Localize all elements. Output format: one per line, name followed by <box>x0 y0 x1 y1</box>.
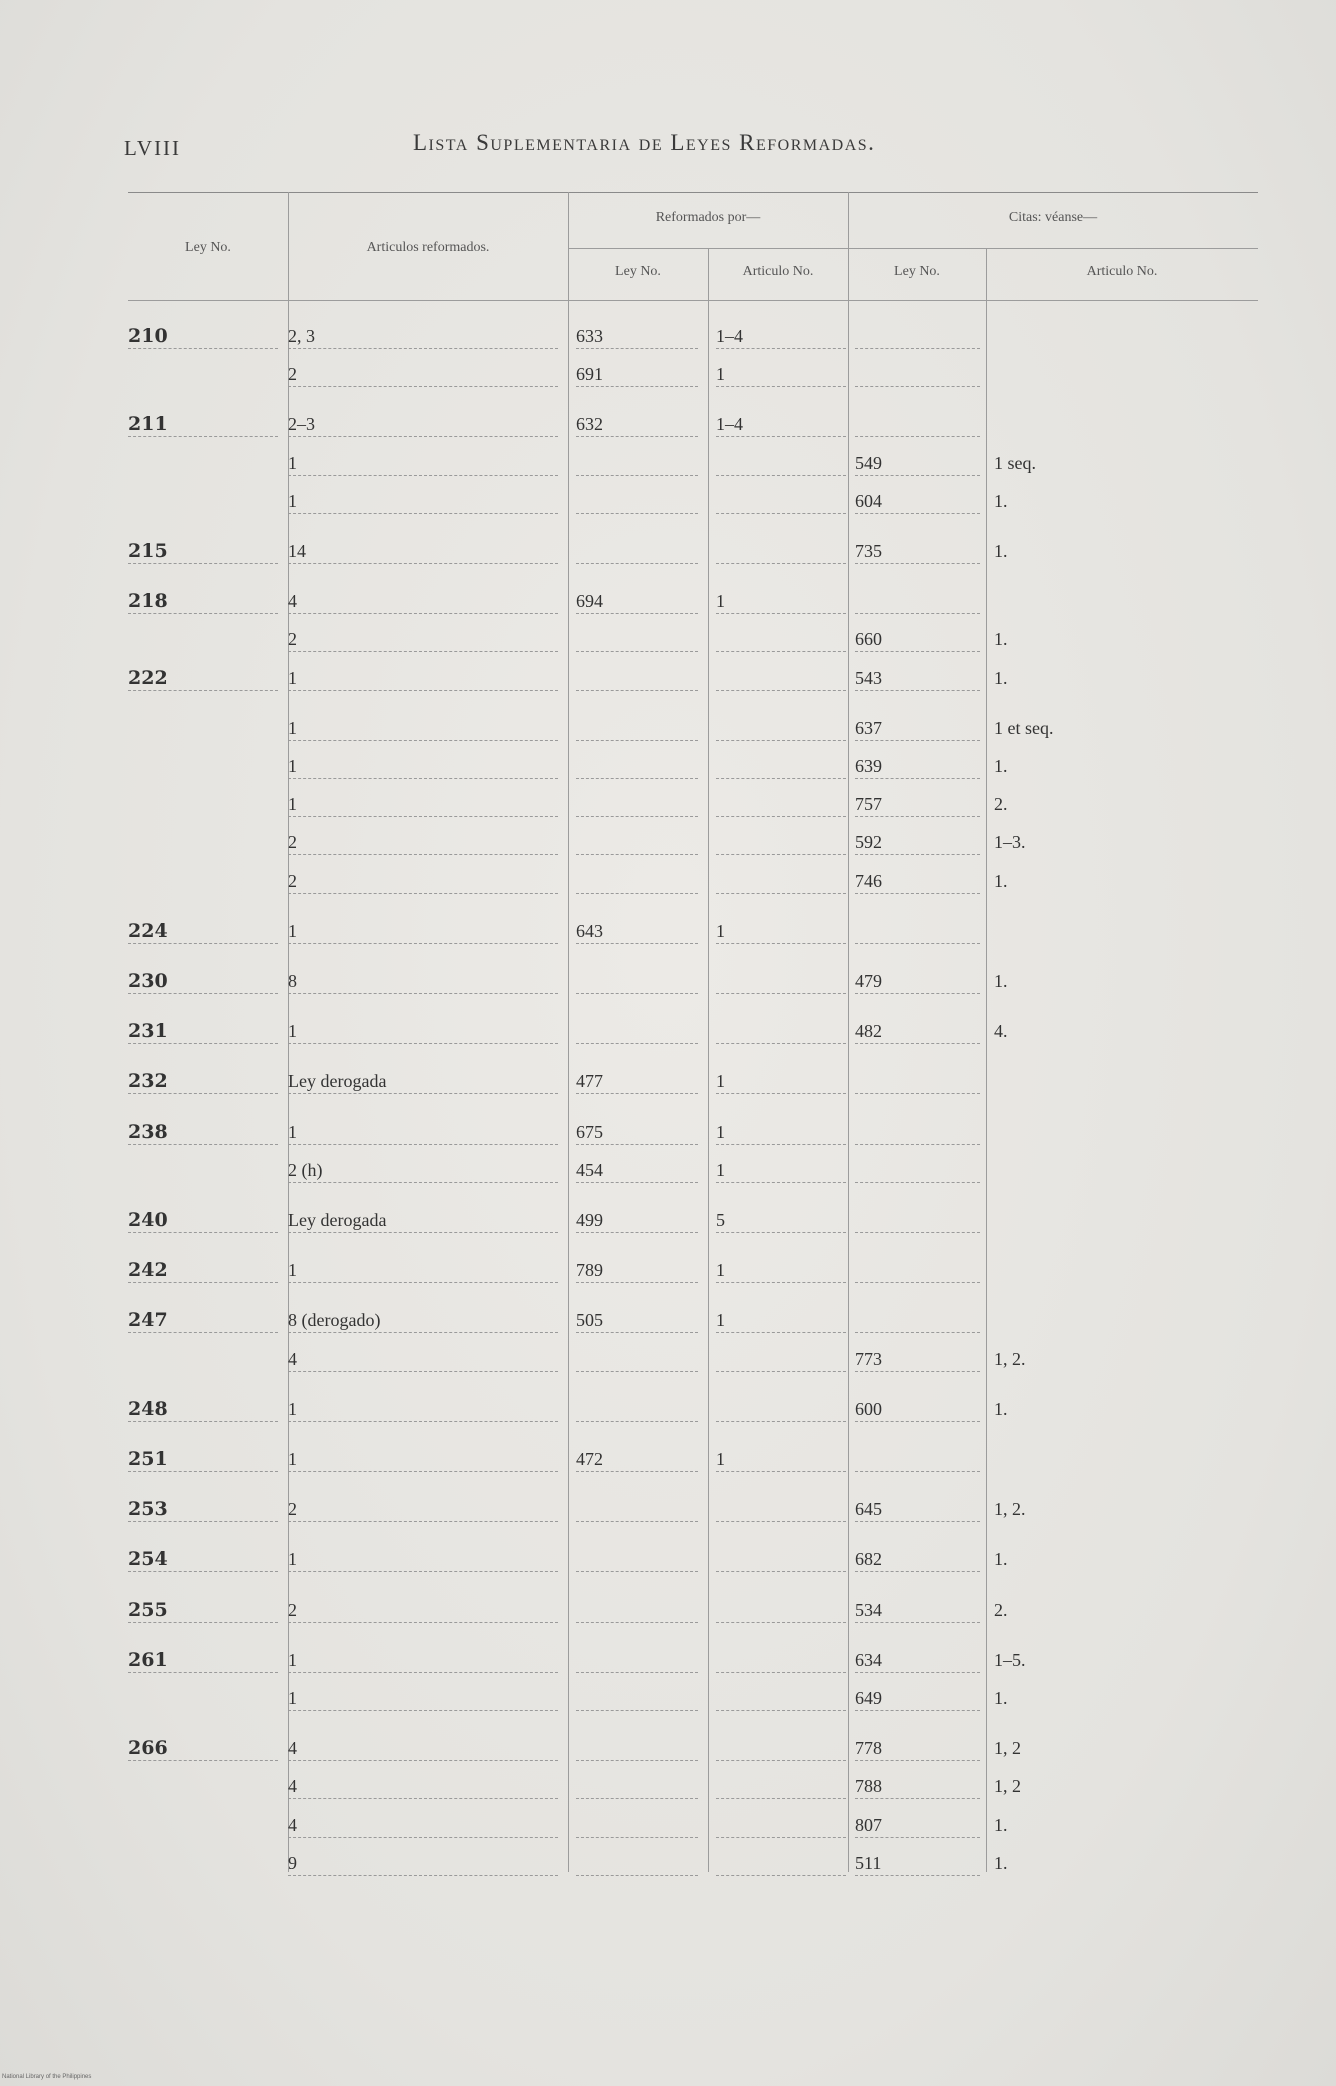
ley-number: 222 <box>128 667 168 689</box>
table-row <box>128 1019 1258 1049</box>
table-row <box>128 1813 1258 1843</box>
cell-ref-ley-no <box>576 1774 698 1799</box>
header-cita-ley-no: Ley No. <box>894 264 940 279</box>
cell-cita-articulo-no: 1. <box>994 1549 1008 1569</box>
cell-articulos: 1 <box>288 489 558 514</box>
table-row <box>128 1069 1258 1099</box>
cell-articulos: 8 (derogado) <box>288 1308 558 1333</box>
cell-ley-no <box>128 1547 278 1572</box>
cell-articulos: 1 <box>288 666 558 691</box>
cell-ref-ley-no <box>576 1347 698 1372</box>
cell-cita-articulo-no: 2. <box>994 1600 1008 1620</box>
table-row <box>128 1851 1258 1881</box>
table-row <box>128 1497 1258 1527</box>
cell-ref-articulo-no <box>716 1397 846 1422</box>
cell-cita-articulo-no: 1–5. <box>994 1650 1026 1670</box>
cell-ley-no <box>128 412 278 437</box>
cell-cita-ley-no <box>855 1258 980 1283</box>
cell-ref-ley-no: 499 <box>576 1208 698 1233</box>
table-row <box>128 489 1258 519</box>
cell-articulos: 4 <box>288 1774 558 1799</box>
cell-ref-articulo-no: 1 <box>716 589 846 614</box>
cell-cita-articulo-no: 4. <box>994 1021 1008 1041</box>
table-row <box>128 589 1258 619</box>
cell-cita-ley-no: 645 <box>855 1497 980 1522</box>
cell-ref-ley-no <box>576 1813 698 1838</box>
ley-number: 215 <box>128 540 168 562</box>
cell-ley-no <box>128 969 278 994</box>
table-row <box>128 627 1258 657</box>
cell-ref-articulo-no: 5 <box>716 1208 846 1233</box>
cell-ref-articulo-no: 1 <box>716 1069 846 1094</box>
cell-cita-ley-no <box>855 412 980 437</box>
cell-articulos: 4 <box>288 1347 558 1372</box>
cell-cita-articulo-no <box>994 1208 1194 1232</box>
footer-attribution: National Library of the Philippines <box>2 2074 92 2080</box>
cell-ref-ley-no <box>576 539 698 564</box>
cell-ref-articulo-no: 1–4 <box>716 324 846 349</box>
ley-number: 240 <box>128 1209 168 1231</box>
cell-cita-articulo-no: 1. <box>994 1853 1008 1873</box>
table-row <box>128 1648 1258 1678</box>
cell-ref-ley-no <box>576 627 698 652</box>
cell-ref-ley-no: 472 <box>576 1447 698 1472</box>
table-row <box>128 1774 1258 1804</box>
cell-cita-articulo-no: 1. <box>994 668 1008 688</box>
cell-ley-no <box>128 489 278 513</box>
cell-ref-ley-no <box>576 1686 698 1711</box>
cell-cita-ley-no: 682 <box>855 1547 980 1572</box>
cell-ref-ley-no: 789 <box>576 1258 698 1283</box>
table-row <box>128 1308 1258 1338</box>
cell-cita-articulo-no: 1. <box>994 756 1008 776</box>
cell-cita-articulo-no: 1. <box>994 629 1008 649</box>
header-ref-ley-no: Ley No. <box>615 264 661 279</box>
cell-cita-ley-no: 637 <box>855 716 980 741</box>
cell-articulos: 1 <box>288 1547 558 1572</box>
table-top-rule <box>128 192 1258 193</box>
table-row <box>128 969 1258 999</box>
ley-number: 231 <box>128 1020 168 1042</box>
cell-ley-no <box>128 919 278 944</box>
cell-cita-articulo-no <box>994 1120 1194 1144</box>
cell-ref-articulo-no <box>716 1774 846 1799</box>
table-row <box>128 1158 1258 1188</box>
cell-ley-no <box>128 1397 278 1422</box>
cell-cita-articulo-no <box>994 1308 1194 1332</box>
header-citas: Citas: véanse— <box>1008 210 1098 225</box>
cell-cita-articulo-no: 1, 2. <box>994 1499 1026 1519</box>
cell-cita-ley-no: 773 <box>855 1347 980 1372</box>
cell-cita-ley-no: 479 <box>855 969 980 994</box>
cell-ref-ley-no <box>576 830 698 855</box>
cell-ref-ley-no: 633 <box>576 324 698 349</box>
cell-cita-ley-no <box>855 1447 980 1472</box>
ley-number: 266 <box>128 1737 168 1759</box>
cell-ref-articulo-no <box>716 666 846 691</box>
ley-number: 248 <box>128 1398 168 1420</box>
table-row <box>128 716 1258 746</box>
cell-articulos: 2 <box>288 869 558 894</box>
cell-ref-ley-no: 505 <box>576 1308 698 1333</box>
ley-number: 210 <box>128 325 168 347</box>
cell-cita-ley-no: 649 <box>855 1686 980 1711</box>
table-row <box>128 666 1258 696</box>
table-row <box>128 1397 1258 1427</box>
table-row <box>128 1686 1258 1716</box>
cell-ley-no <box>128 539 278 564</box>
header-ref-articulo-no: Articulo No. <box>742 264 814 279</box>
cell-ley-no <box>128 792 278 816</box>
cell-ley-no <box>128 1447 278 1472</box>
cell-ref-ley-no <box>576 1547 698 1572</box>
cell-cita-ley-no: 807 <box>855 1813 980 1838</box>
cell-ref-ley-no: 477 <box>576 1069 698 1094</box>
cell-cita-ley-no <box>855 324 980 349</box>
table-row <box>128 1736 1258 1766</box>
cell-ref-ley-no <box>576 1397 698 1422</box>
cell-ref-articulo-no: 1 <box>716 1308 846 1333</box>
cell-ref-articulo-no: 1–4 <box>716 412 846 437</box>
cell-ref-ley-no <box>576 716 698 741</box>
cell-ley-no <box>128 869 278 893</box>
cell-ley-no <box>128 1347 278 1371</box>
cell-ref-ley-no <box>576 1851 698 1876</box>
table-row <box>128 324 1258 354</box>
table-row <box>128 412 1258 442</box>
cell-cita-articulo-no: 1. <box>994 491 1008 511</box>
ley-number: 224 <box>128 920 168 942</box>
cell-ref-articulo-no <box>716 1648 846 1673</box>
cell-cita-ley-no <box>855 1158 980 1183</box>
cell-cita-articulo-no <box>994 1447 1194 1471</box>
table-row <box>128 1347 1258 1377</box>
cell-ley-no <box>128 754 278 778</box>
cell-cita-articulo-no: 1. <box>994 1688 1008 1708</box>
cell-cita-articulo-no: 1 et seq. <box>994 718 1054 738</box>
cell-ref-articulo-no <box>716 1598 846 1623</box>
cell-ley-no <box>128 1648 278 1673</box>
cell-articulos: 1 <box>288 451 558 476</box>
cell-ley-no <box>128 1736 278 1761</box>
cell-ley-no <box>128 1813 278 1837</box>
cell-ley-no <box>128 1598 278 1623</box>
cell-ref-ley-no: 691 <box>576 362 698 387</box>
cell-ref-articulo-no <box>716 1347 846 1372</box>
cell-ref-articulo-no <box>716 969 846 994</box>
cell-ref-ley-no <box>576 1648 698 1673</box>
page-title: Lista Suplementaria de Leyes Reformadas. <box>413 130 876 155</box>
cell-cita-ley-no: 511 <box>855 1851 980 1876</box>
cell-articulos: 1 <box>288 792 558 817</box>
cell-articulos: 2–3 <box>288 412 558 437</box>
cell-cita-ley-no: 549 <box>855 451 980 476</box>
cell-articulos: 2 <box>288 1598 558 1623</box>
cell-articulos: 1 <box>288 1019 558 1044</box>
table-row <box>128 1120 1258 1150</box>
cell-cita-ley-no <box>855 1069 980 1094</box>
cell-ref-articulo-no <box>716 716 846 741</box>
cell-ref-articulo-no <box>716 451 846 476</box>
cell-cita-ley-no <box>855 589 980 614</box>
cell-ref-articulo-no <box>716 869 846 894</box>
cell-ref-ley-no <box>576 666 698 691</box>
cell-ref-ley-no <box>576 754 698 779</box>
cell-ref-ley-no <box>576 869 698 894</box>
cell-cita-ley-no <box>855 362 980 387</box>
cell-cita-ley-no: 746 <box>855 869 980 894</box>
cell-articulos: 9 <box>288 1851 558 1876</box>
cell-articulos: 2 (h) <box>288 1158 558 1183</box>
table-row <box>128 1208 1258 1238</box>
cell-ref-articulo-no <box>716 1497 846 1522</box>
cell-ref-ley-no <box>576 1497 698 1522</box>
group-header-rule <box>568 248 1258 249</box>
cell-cita-ley-no: 639 <box>855 754 980 779</box>
table-row <box>128 792 1258 822</box>
cell-ref-articulo-no: 1 <box>716 1447 846 1472</box>
cell-ref-ley-no <box>576 489 698 514</box>
cell-ley-no <box>128 1308 278 1333</box>
cell-articulos: 2, 3 <box>288 324 558 349</box>
cell-articulos: 1 <box>288 754 558 779</box>
cell-ref-ley-no <box>576 1598 698 1623</box>
cell-cita-ley-no: 600 <box>855 1397 980 1422</box>
cell-articulos: 1 <box>288 1258 558 1283</box>
cell-ley-no <box>128 830 278 854</box>
cell-cita-articulo-no: 1. <box>994 871 1008 891</box>
cell-cita-ley-no <box>855 1308 980 1333</box>
cell-articulos: 2 <box>288 362 558 387</box>
cell-cita-ley-no: 482 <box>855 1019 980 1044</box>
cell-cita-ley-no: 543 <box>855 666 980 691</box>
cell-cita-articulo-no <box>994 589 1194 613</box>
cell-ley-no <box>128 716 278 740</box>
cell-cita-ley-no <box>855 919 980 944</box>
ley-number: 253 <box>128 1498 168 1520</box>
cell-articulos: Ley derogada <box>288 1208 558 1233</box>
cell-articulos: 2 <box>288 830 558 855</box>
cell-ref-ley-no: 632 <box>576 412 698 437</box>
ley-number: 238 <box>128 1121 168 1143</box>
ley-number: 254 <box>128 1548 168 1570</box>
cell-cita-ley-no: 634 <box>855 1648 980 1673</box>
table-row <box>128 830 1258 860</box>
cell-cita-ley-no <box>855 1208 980 1233</box>
cell-articulos: 1 <box>288 1648 558 1673</box>
table-row <box>128 1447 1258 1477</box>
cell-cita-articulo-no <box>994 1258 1194 1282</box>
header-bottom-rule <box>128 300 1258 301</box>
cell-ley-no <box>128 1774 278 1798</box>
cell-cita-ley-no: 592 <box>855 830 980 855</box>
cell-ley-no <box>128 589 278 614</box>
table-row <box>128 451 1258 481</box>
cell-articulos: 1 <box>288 919 558 944</box>
cell-ley-no <box>128 1686 278 1710</box>
cell-cita-ley-no: 788 <box>855 1774 980 1799</box>
cell-cita-articulo-no: 1, 2 <box>994 1776 1021 1796</box>
cell-articulos: 1 <box>288 716 558 741</box>
cell-ref-articulo-no <box>716 1736 846 1761</box>
cell-cita-articulo-no <box>994 412 1194 436</box>
cell-cita-articulo-no: 1. <box>994 971 1008 991</box>
cell-ref-articulo-no: 1 <box>716 919 846 944</box>
cell-ley-no <box>128 1158 278 1182</box>
table-row <box>128 919 1258 949</box>
cell-cita-articulo-no: 1–3. <box>994 832 1026 852</box>
cell-cita-articulo-no <box>994 362 1194 386</box>
cell-ley-no <box>128 1120 278 1145</box>
cell-articulos: 1 <box>288 1120 558 1145</box>
cell-articulos: 8 <box>288 969 558 994</box>
cell-ley-no <box>128 324 278 349</box>
cell-ref-articulo-no <box>716 830 846 855</box>
cell-ref-ley-no: 454 <box>576 1158 698 1183</box>
cell-ref-ley-no: 675 <box>576 1120 698 1145</box>
ley-number: 232 <box>128 1070 168 1092</box>
cell-ref-articulo-no <box>716 1686 846 1711</box>
cell-ley-no <box>128 1069 278 1094</box>
cell-cita-ley-no: 778 <box>855 1736 980 1761</box>
cell-cita-articulo-no: 1. <box>994 541 1008 561</box>
table-row <box>128 362 1258 392</box>
table-row <box>128 1547 1258 1577</box>
cell-articulos: 1 <box>288 1686 558 1711</box>
cell-cita-articulo-no: 2. <box>994 794 1008 814</box>
cell-cita-articulo-no <box>994 1069 1194 1093</box>
cell-ref-ley-no <box>576 451 698 476</box>
cell-ref-ley-no: 694 <box>576 589 698 614</box>
cell-ref-articulo-no <box>716 539 846 564</box>
cell-ley-no <box>128 1208 278 1233</box>
table-row <box>128 539 1258 569</box>
cell-ref-articulo-no: 1 <box>716 1158 846 1183</box>
cell-ley-no <box>128 666 278 691</box>
cell-cita-ley-no: 757 <box>855 792 980 817</box>
cell-ley-no <box>128 1258 278 1283</box>
cell-cita-ley-no: 660 <box>855 627 980 652</box>
cell-articulos: 4 <box>288 589 558 614</box>
header-articulos: Articulos reformados. <box>366 240 490 255</box>
cell-articulos: 2 <box>288 627 558 652</box>
cell-cita-ley-no <box>855 1120 980 1145</box>
cell-ref-articulo-no <box>716 754 846 779</box>
header-ley-no: Ley No. <box>185 240 231 255</box>
cell-ref-ley-no: 643 <box>576 919 698 944</box>
table-row <box>128 1258 1258 1288</box>
cell-cita-articulo-no: 1 seq. <box>994 453 1036 473</box>
cell-articulos: 1 <box>288 1447 558 1472</box>
cell-cita-ley-no: 735 <box>855 539 980 564</box>
cell-ref-articulo-no <box>716 1547 846 1572</box>
cell-articulos: 2 <box>288 1497 558 1522</box>
cell-ref-articulo-no <box>716 1851 846 1876</box>
cell-ref-articulo-no <box>716 489 846 514</box>
cell-ley-no <box>128 1497 278 1522</box>
table-row <box>128 754 1258 784</box>
cell-articulos: 4 <box>288 1736 558 1761</box>
table-row <box>128 1598 1258 1628</box>
cell-ley-no <box>128 1019 278 1044</box>
cell-ref-articulo-no <box>716 792 846 817</box>
ley-number: 211 <box>128 413 168 435</box>
cell-ref-articulo-no <box>716 1813 846 1838</box>
page-number: LVIII <box>124 136 182 160</box>
cell-ref-ley-no <box>576 969 698 994</box>
cell-ref-articulo-no <box>716 1019 846 1044</box>
cell-ley-no <box>128 627 278 651</box>
ley-number: 218 <box>128 590 168 612</box>
cell-ref-ley-no <box>576 792 698 817</box>
ley-number: 230 <box>128 970 168 992</box>
cell-ref-articulo-no: 1 <box>716 1120 846 1145</box>
cell-ref-ley-no <box>576 1736 698 1761</box>
cell-ref-articulo-no <box>716 627 846 652</box>
header-cita-articulo-no: Articulo No. <box>1086 264 1158 279</box>
cell-cita-ley-no: 604 <box>855 489 980 514</box>
cell-ley-no <box>128 362 278 386</box>
cell-cita-articulo-no: 1. <box>994 1815 1008 1835</box>
cell-cita-articulo-no: 1, 2. <box>994 1349 1026 1369</box>
cell-cita-articulo-no <box>994 919 1194 943</box>
cell-ley-no <box>128 1851 278 1875</box>
cell-articulos: 1 <box>288 1397 558 1422</box>
amendments-table <box>128 192 1258 1872</box>
cell-cita-articulo-no <box>994 1158 1194 1182</box>
cell-ref-ley-no <box>576 1019 698 1044</box>
table-row <box>128 869 1258 899</box>
cell-articulos: 4 <box>288 1813 558 1838</box>
cell-cita-articulo-no: 1. <box>994 1399 1008 1419</box>
header-reformados-por: Reformados por— <box>655 210 761 225</box>
ley-number: 247 <box>128 1309 168 1331</box>
ley-number: 261 <box>128 1649 168 1671</box>
ley-number: 255 <box>128 1599 168 1621</box>
ley-number: 242 <box>128 1259 168 1281</box>
cell-ley-no <box>128 451 278 475</box>
cell-cita-articulo-no: 1, 2 <box>994 1738 1021 1758</box>
cell-cita-articulo-no <box>994 324 1194 348</box>
cell-articulos: 14 <box>288 539 558 564</box>
cell-ref-articulo-no: 1 <box>716 362 846 387</box>
cell-articulos: Ley derogada <box>288 1069 558 1094</box>
cell-ref-articulo-no: 1 <box>716 1258 846 1283</box>
cell-cita-ley-no: 534 <box>855 1598 980 1623</box>
ley-number: 251 <box>128 1448 168 1470</box>
